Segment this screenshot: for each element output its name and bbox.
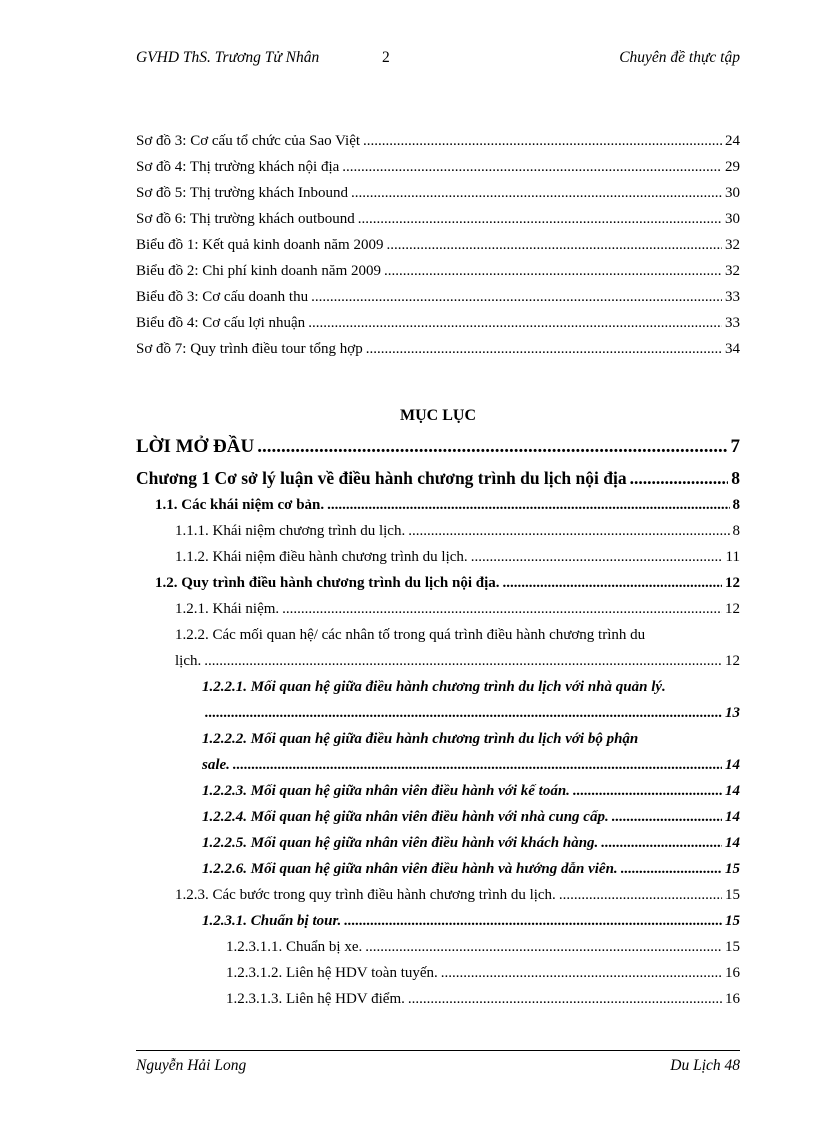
toc-entry-level-0: LỜI MỞ ĐẦU ..... 7	[136, 436, 740, 458]
figure-entry: Sơ đồ 5: Thị trường khách Inbound ..... 30	[136, 185, 740, 202]
toc-entry-level-2: 1.1.2. Khái niệm điều hành chương trình du lịch. ..... 11	[175, 549, 740, 566]
toc-entry-level-1: 1.1. Các khái niệm cơ bản. ..... 8	[155, 497, 740, 514]
toc-entry-level-3: 1.2.3.1. Chuẩn bị tour. ..... 15	[202, 913, 740, 930]
toc-entry-level-4: 1.2.3.1.2. Liên hệ HDV toàn tuyến. ..... 16	[226, 965, 740, 982]
figure-entry: Biểu đồ 3: Cơ cấu doanh thu ..... 33	[136, 289, 740, 306]
header-advisor: GVHD ThS. Trương Tử Nhân	[136, 49, 320, 66]
toc-entry-level-3-line1: 1.2.2.2. Mối quan hệ giữa điều hành chương trình du lịch với bộ phận	[202, 731, 639, 747]
toc-entry-level-3-line2: sale. ..... 14	[202, 757, 740, 774]
toc-entry-level-2: 1.2.1. Khái niệm. ..... 12	[175, 601, 740, 618]
toc-entry-chapter: Chương 1 Cơ sở lý luận về điều hành chương trình du lịch nội địa ..... 8	[136, 468, 740, 489]
toc-entry-level-3: 1.2.2.3. Mối quan hệ giữa nhân viên điều hành với kế toán. ..... 14	[202, 783, 740, 800]
toc-entry-level-3: 1.2.2.6. Mối quan hệ giữa nhân viên điều hành và hướng dẫn viên. ..... 15	[202, 861, 740, 878]
figure-entry: Sơ đồ 6: Thị trường khách outbound ..... 30	[136, 211, 740, 228]
page-header	[136, 49, 740, 71]
toc-entry-level-3: 1.2.2.5. Mối quan hệ giữa nhân viên điều hành với khách hàng. ..... 14	[202, 835, 740, 852]
footer-author: Nguyễn Hải Long	[136, 1057, 247, 1074]
toc-entry-level-3-line1: 1.2.2.1. Mối quan hệ giữa điều hành chương trình du lịch với nhà quản lý.	[202, 679, 666, 695]
page-footer	[136, 1057, 740, 1079]
footer-divider	[136, 1050, 740, 1051]
figure-entry: Biểu đồ 2: Chi phí kinh doanh năm 2009 ..... 32	[136, 263, 740, 280]
toc-entry-level-4: 1.2.3.1.3. Liên hệ HDV điểm. ..... 16	[226, 991, 740, 1008]
footer-class: Du Lịch 48	[670, 1057, 740, 1074]
figure-entry: Sơ đồ 3: Cơ cấu tổ chức của Sao Việt ..... 24	[136, 133, 740, 150]
figure-entry: Sơ đồ 7: Quy trình điều tour tổng hợp ..... 34	[136, 341, 740, 358]
toc-entry-level-2-line2: lịch. ..... 12	[175, 653, 740, 670]
figure-entry: Sơ đồ 4: Thị trường khách nội địa ..... 29	[136, 159, 740, 176]
toc-title: MỤC LỤC	[400, 407, 476, 424]
header-document-type: Chuyên đề thực tập	[619, 49, 740, 66]
toc-entry-level-1: 1.2. Quy trình điều hành chương trình du lịch nội địa. ..... 12	[155, 575, 740, 592]
figure-entry: Biểu đồ 1: Kết quả kinh doanh năm 2009 ..... 32	[136, 237, 740, 254]
toc-entry-level-4: 1.2.3.1.1. Chuẩn bị xe. ..... 15	[226, 939, 740, 956]
toc-entry-level-3-line2: ..... 13	[202, 705, 740, 722]
header-page-number: 2	[382, 49, 390, 66]
figure-entry: Biểu đồ 4: Cơ cấu lợi nhuận ..... 33	[136, 315, 740, 332]
toc-entry-level-2: 1.1.1. Khái niệm chương trình du lịch. ..... 8	[175, 523, 740, 540]
toc-entry-level-3: 1.2.2.4. Mối quan hệ giữa nhân viên điều hành với nhà cung cấp. ..... 14	[202, 809, 740, 826]
toc-entry-level-2: 1.2.3. Các bước trong quy trình điều hành chương trình du lịch. ..... 15	[175, 887, 740, 904]
toc-entry-level-2-line1: 1.2.2. Các mối quan hệ/ các nhân tố trong quá trình điều hành chương trình du	[175, 627, 646, 643]
